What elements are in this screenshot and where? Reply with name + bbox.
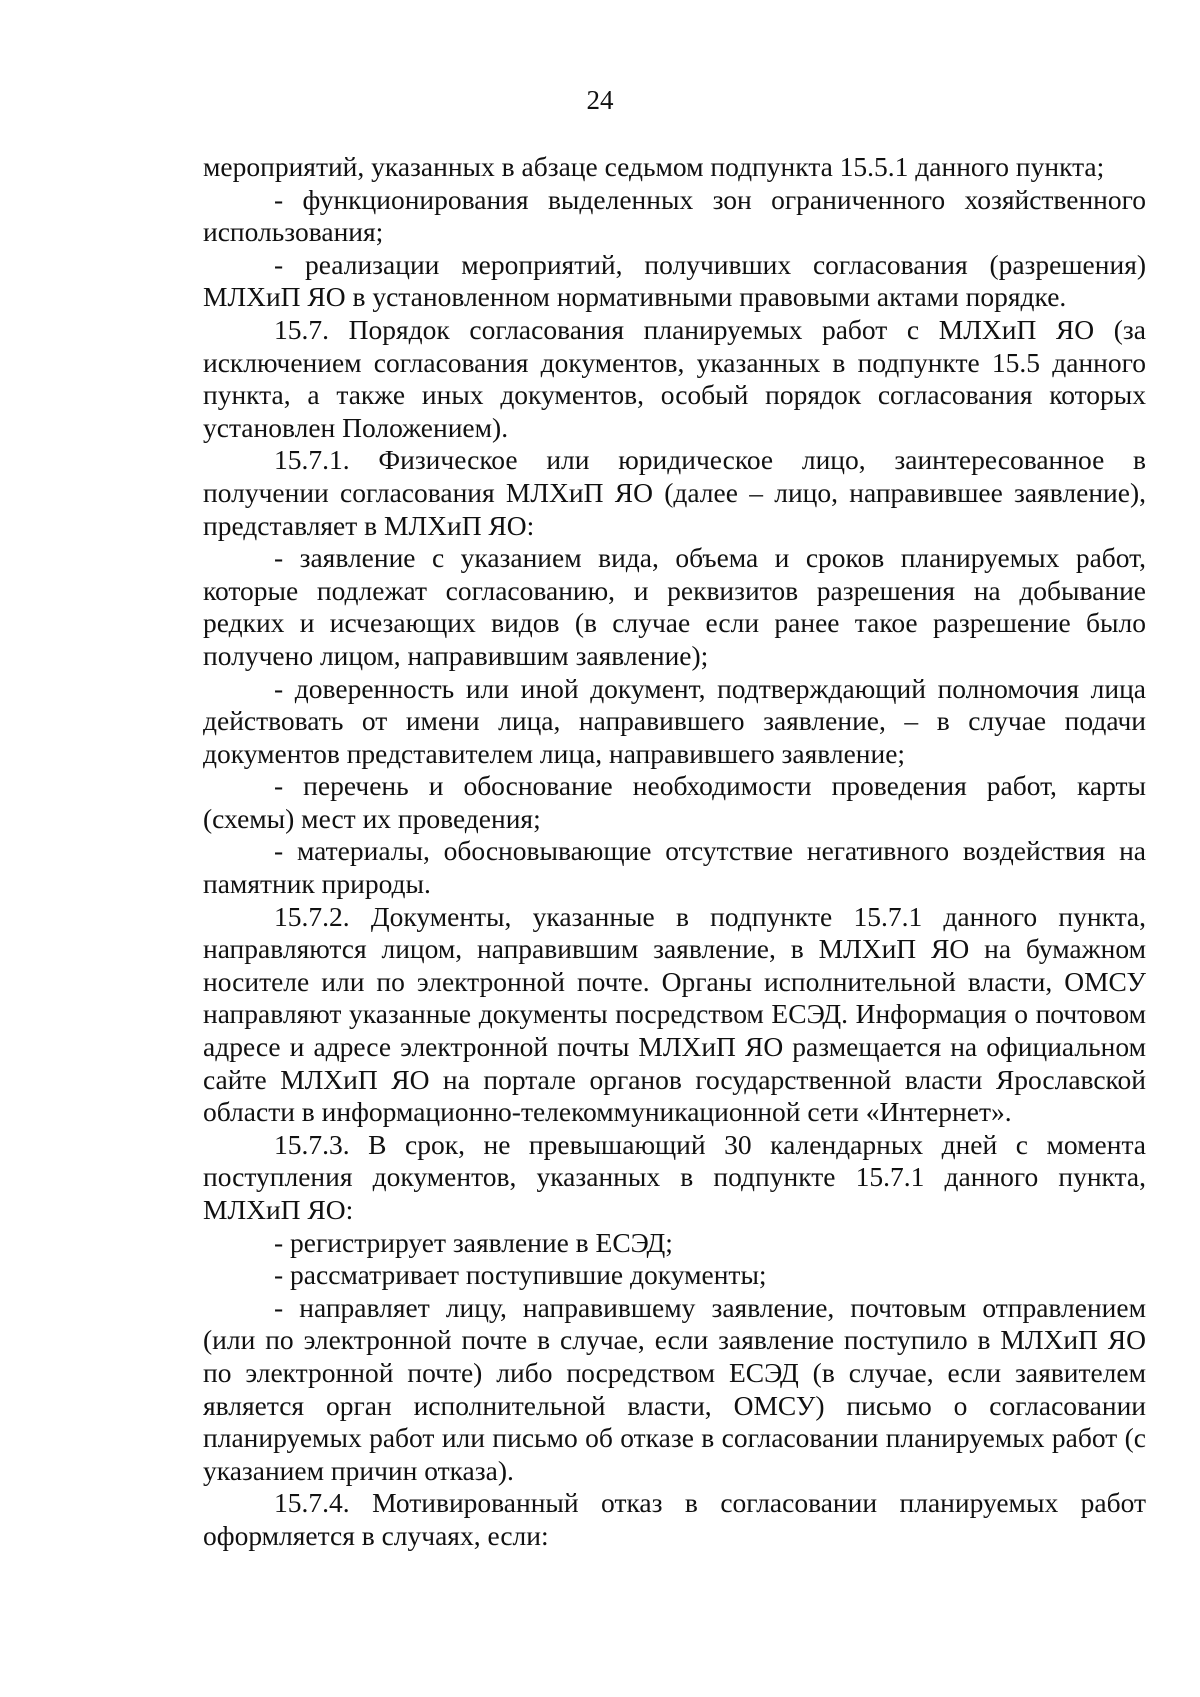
clause-15-7-4: 15.7.4. Мотивированный отказ в согласовании планируемых работ оформляется в случаях, если: (203, 1487, 1146, 1551)
list-item: - перечень и обоснование необходимости проведения работ, карты (схемы) мест их проведения; (203, 770, 1146, 834)
list-item: - доверенность или иной документ, подтверждающий полномочия лица действовать от имени лица, направившего заявление, – в случае подачи документов представителем лица, направившего заявление; (203, 672, 1146, 769)
list-item: - регистрирует заявление в ЕСЭД; (274, 1226, 673, 1258)
clause-15-7: 15.7. Порядок согласования планируемых работ с МЛХиП ЯО (за исключением согласования документов, указанных в подпункте 15.5 данного пункта, а также иных документов, особый порядок согласования которых установлен Положением). (203, 313, 1146, 443)
clause-15-7-1: 15.7.1. Физическое или юридическое лицо, заинтересованное в получении согласования МЛХиП ЯО (далее – лицо, направившее заявление), представляет в МЛХиП ЯО: (203, 444, 1146, 541)
list-item: - функционирования выделенных зон ограниченного хозяйственного использования; (203, 183, 1146, 248)
list-item: - заявление с указанием вида, объема и сроков планируемых работ, которые подлежат согласованию, и реквизитов разрешения на добывание редких и исчезающих видов (в случае если ранее такое разрешение было получено лицом, направившим заявление); (203, 542, 1146, 671)
list-item: - рассматривает поступившие документы; (274, 1259, 767, 1291)
list-item: - направляет лицу, направившему заявление, почтовым отправлением (или по электронной почте в случае, если заявление поступило в МЛХиП ЯО по электронной почте) либо посредством ЕСЭД (в случае, если заявителем является орган исполнительной власти, ОМСУ) письмо о согласовании планируемых работ или письмо об отказе в согласовании планируемых работ (с указанием причин отказа). (203, 1291, 1146, 1486)
document-body (203, 151, 1146, 1553)
list-item: - реализации мероприятий, получивших согласования (разрешения) МЛХиП ЯО в установленном нормативными правовыми актами порядке. (203, 248, 1146, 313)
list-item: - материалы, обосновывающие отсутствие негативного воздействия на памятник природы. (203, 835, 1146, 900)
clause-15-7-3: 15.7.3. В срок, не превышающий 30 календарных дней с момента поступления документов, указанных в подпункте 15.7.1 данного пункта, МЛХиП ЯО: (203, 1128, 1146, 1225)
paragraph-continuation: мероприятий, указанных в абзаце седьмом подпункта 15.5.1 данного пункта; (203, 151, 1105, 182)
page-number: 24 (586, 85, 614, 115)
clause-15-7-2: 15.7.2. Документы, указанные в подпункте 15.7.1 данного пункта, направляются лицом, направившим заявление, в МЛХиП ЯО на бумажном носителе или по электронной почте. Органы исполнительной власти, ОМСУ направляют указанные документы посредством ЕСЭД. Информация о почтовом адресе и адресе электронной почты МЛХиП ЯО размещается на официальном сайте МЛХиП ЯО на портале органов государственной власти Ярославской области в информационно-телекоммуникационной сети «Интернет». (203, 900, 1146, 1128)
